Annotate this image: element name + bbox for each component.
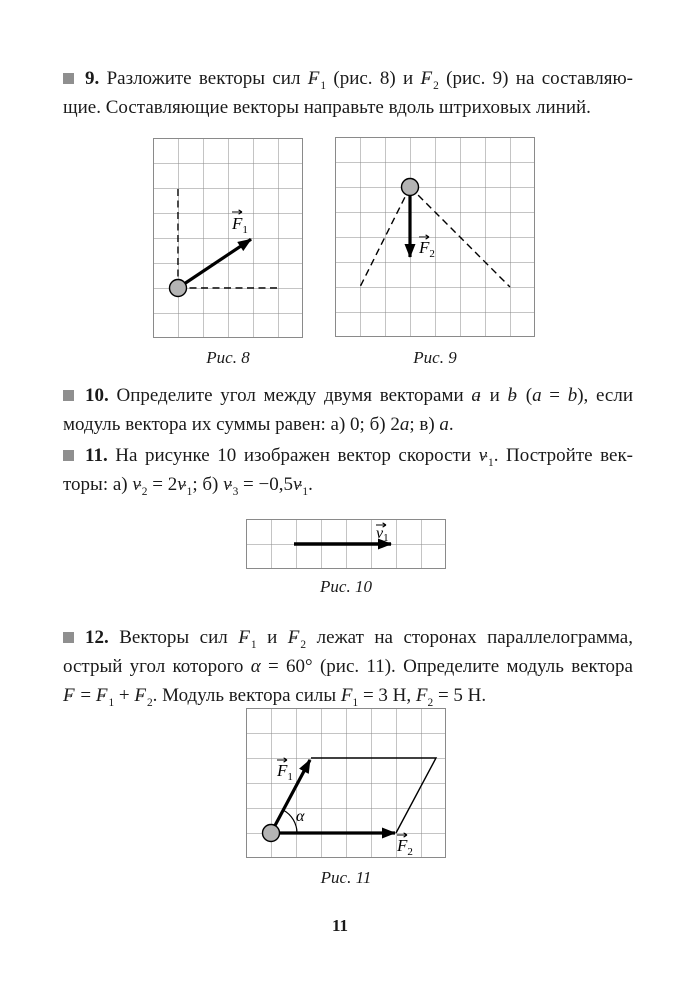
page-number: 11 <box>331 916 349 935</box>
text-run: = 2 <box>147 474 178 495</box>
text-run: щие. Составляющие векторы направьте вдоль штриховых линий. <box>63 97 591 118</box>
subscript: 3 <box>232 485 239 498</box>
text-line <box>63 410 633 439</box>
text-run: острый угол которого <box>63 656 251 677</box>
problem-marker-square <box>63 390 74 401</box>
subscript: 1 <box>302 485 309 498</box>
figure-11 <box>246 708 446 858</box>
vector-v1-label: v1 <box>376 525 389 544</box>
subscript: 1 <box>108 696 115 709</box>
vector-symbol: → F <box>238 627 250 648</box>
subscript: 2 <box>146 696 153 709</box>
figure-8-grid <box>154 139 303 338</box>
vector-symbol: → v <box>479 445 487 466</box>
text-run: F <box>340 685 353 706</box>
text-run: и <box>481 385 508 406</box>
text-run: + <box>114 685 135 706</box>
angle-alpha-label: α <box>296 808 305 825</box>
text-line <box>63 681 633 710</box>
text-run: 10. <box>85 385 109 406</box>
text-run: ( <box>518 385 533 406</box>
figure-8-caption: Рис. 8 <box>206 348 250 367</box>
vector-symbol: → b <box>508 385 518 406</box>
vector-f1-label: $F_1$ <box>232 214 248 236</box>
application-point <box>170 280 187 297</box>
text-run: a <box>399 414 410 435</box>
text-run: a <box>439 414 449 435</box>
problem-9 <box>63 64 633 122</box>
problem-marker-square <box>63 73 74 84</box>
figure-9 <box>335 137 535 337</box>
text-run: На рисунке 10 изображен вектор скорости <box>107 445 479 466</box>
text-run: . <box>448 414 454 435</box>
text-line <box>63 64 633 93</box>
text-run: торы: а) <box>63 474 133 495</box>
text-line <box>63 652 633 681</box>
text-run: . Постройте век- <box>493 445 633 466</box>
figure-8 <box>153 138 303 338</box>
text-run: . <box>308 474 313 495</box>
subscript: 1 <box>488 456 494 469</box>
text-run: = 5 Н. <box>433 685 487 706</box>
text-run: α <box>250 656 261 677</box>
text-run: = −0,5 <box>238 474 293 495</box>
vector-f2-label: $F_2$ <box>397 836 413 858</box>
vector-symbol: → v <box>293 474 301 495</box>
text-run: (рис. 8) и <box>326 68 421 89</box>
text-run: a <box>532 385 542 406</box>
vector-f1-label: $F_1$ <box>277 761 293 783</box>
problem-marker-square <box>63 450 74 461</box>
text-run: (рис. 9) на составляю- <box>438 68 633 89</box>
subscript: 2 <box>427 696 434 709</box>
subscript: 1 <box>320 79 327 92</box>
text-run: Векторы сил <box>108 627 239 648</box>
subscript: 1 <box>186 485 193 498</box>
text-run: ; в) <box>409 414 440 435</box>
vector-symbol: → v <box>177 474 185 495</box>
subscript: 2 <box>300 638 307 651</box>
text-line <box>63 93 633 122</box>
subscript: 2 <box>141 485 148 498</box>
vector-symbol: → F <box>63 685 75 706</box>
figure-9-grid <box>336 138 535 337</box>
text-run: ; б) <box>192 474 224 495</box>
vector-symbol: → F <box>421 68 433 89</box>
text-run: 9. <box>85 68 100 89</box>
text-run: и <box>256 627 288 648</box>
text-run: F <box>415 685 428 706</box>
vector-symbol: → F <box>288 627 300 648</box>
text-run: = <box>541 385 568 406</box>
subscript: 1 <box>250 638 257 651</box>
text-run: ), если <box>577 385 634 406</box>
text-run: 11. <box>85 445 108 466</box>
vector-symbol: → F <box>134 685 146 706</box>
text-run: Определите угол между двумя векторами <box>108 385 472 406</box>
text-run: = <box>75 685 96 706</box>
vector-f2-label: $F_2$ <box>419 238 435 260</box>
problem-12 <box>63 623 633 710</box>
problem-10 <box>63 381 633 439</box>
figure-9-caption: Рис. 9 <box>413 348 457 367</box>
text-line <box>63 441 633 470</box>
application-point <box>263 825 280 842</box>
problem-11 <box>63 441 633 499</box>
text-run: лежат на сторонах параллелограмма, <box>306 627 633 648</box>
vector-symbol: → F <box>96 685 108 706</box>
vector-symbol: → a <box>471 385 481 406</box>
text-run: . Модуль вектора силы <box>152 685 341 706</box>
text-run: Разложите векторы сил <box>99 68 308 89</box>
vector-symbol: → v <box>132 474 140 495</box>
figure-11-caption: Рис. 11 <box>320 868 372 887</box>
text-run: = 60° (рис. 11). Определите модуль вектора <box>260 656 633 677</box>
figure-10-caption: Рис. 10 <box>320 577 372 596</box>
vector-symbol: → F <box>308 68 320 89</box>
problem-marker-square <box>63 632 74 643</box>
text-line <box>63 381 633 410</box>
figure-10 <box>246 519 446 569</box>
subscript: 1 <box>352 696 359 709</box>
text-line <box>63 470 633 499</box>
vector-symbol: → v <box>223 474 231 495</box>
text-line <box>63 623 633 652</box>
subscript: 2 <box>433 79 439 92</box>
text-run: 12. <box>85 627 109 648</box>
text-run: = 3 Н, <box>358 685 416 706</box>
text-run: b <box>567 385 578 406</box>
application-point <box>402 179 419 196</box>
text-run: модуль вектора их суммы равен: а) 0; б) 2 <box>63 414 400 435</box>
